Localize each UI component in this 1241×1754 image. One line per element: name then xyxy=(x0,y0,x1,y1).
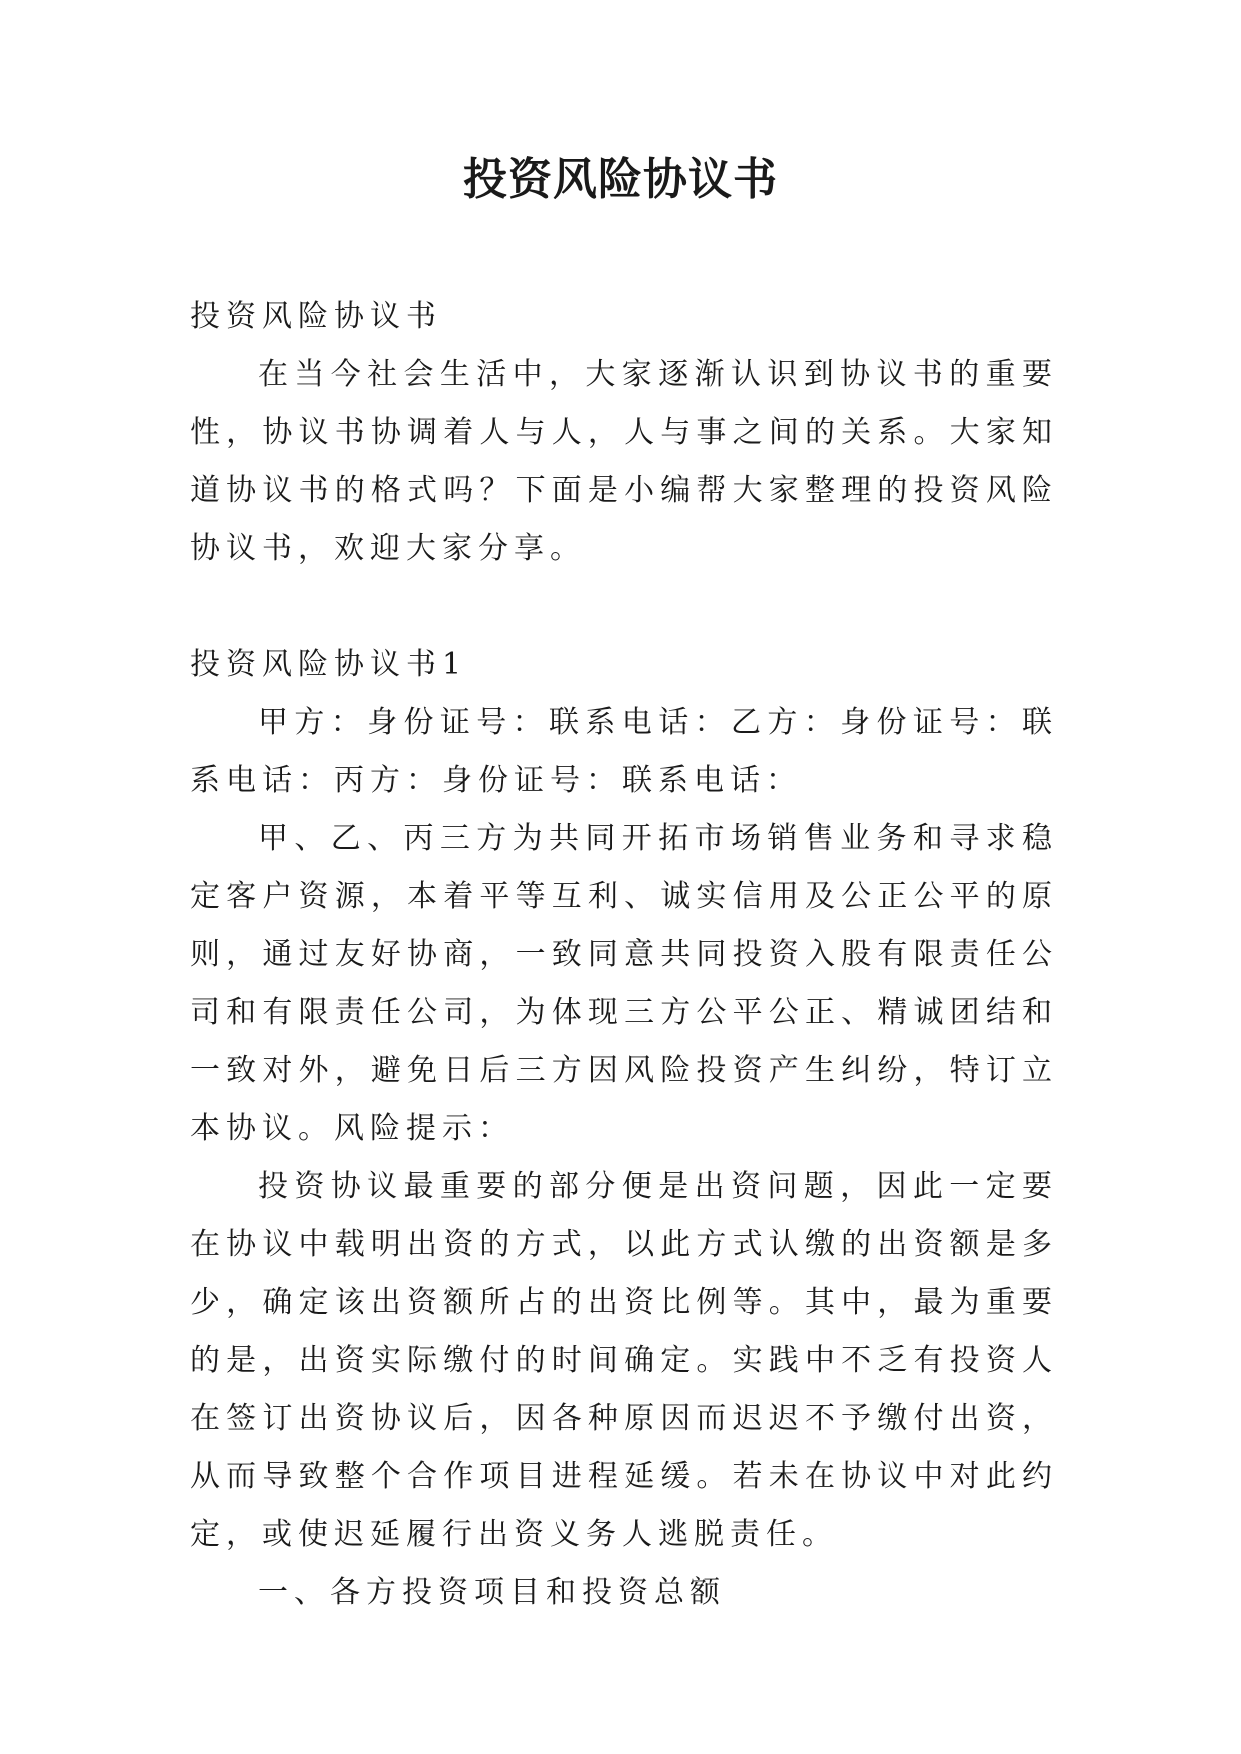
intro-paragraph: 在当今社会生活中，大家逐渐认识到协议书的重要性，协议书协调着人与人，人与事之间的关系。大家知道协议书的格式吗？下面是小编帮大家整理的投资风险协议书，欢迎大家分享。 xyxy=(190,357,1058,566)
risk-note-paragraph: 投资协议最重要的部分便是出资问题，因此一定要在协议中载明出资的方式，以此方式认缴的出资额是多少，确定该出资额所占的出资比例等。其中，最为重要的是，出资实际缴付的时间确定。实践中不乏有投资人在签订出资协议后，因各种原因而迟迟不予缴付出资，从而导致整个合作项目进程延缓。若未在协议中对此约定，或使迟延履行出资义务人逃脱责任。 xyxy=(190,1169,1058,1552)
paragraph-gap xyxy=(190,578,1058,636)
document-body xyxy=(190,288,1058,1622)
section-heading: 投资风险协议书1 xyxy=(190,647,468,682)
document-title: 投资风险协议书 xyxy=(463,154,778,205)
clause-heading: 一、各方投资项目和投资总额 xyxy=(258,1575,726,1610)
purpose-paragraph: 甲、乙、丙三方为共同开拓市场销售业务和寻求稳定客户资源，本着平等互利、诚实信用及公正公平的原则，通过友好协商，一致同意共同投资入股有限责任公司和有限责任公司，为体现三方公平公正、精诚团结和一致对外，避免日后三方因风险投资产生纠纷，特订立本协议。风险提示： xyxy=(190,821,1058,1146)
subtitle: 投资风险协议书 xyxy=(190,299,442,334)
parties-paragraph: 甲方：身份证号：联系电话：乙方：身份证号：联系电话：丙方：身份证号：联系电话： xyxy=(190,705,1058,798)
